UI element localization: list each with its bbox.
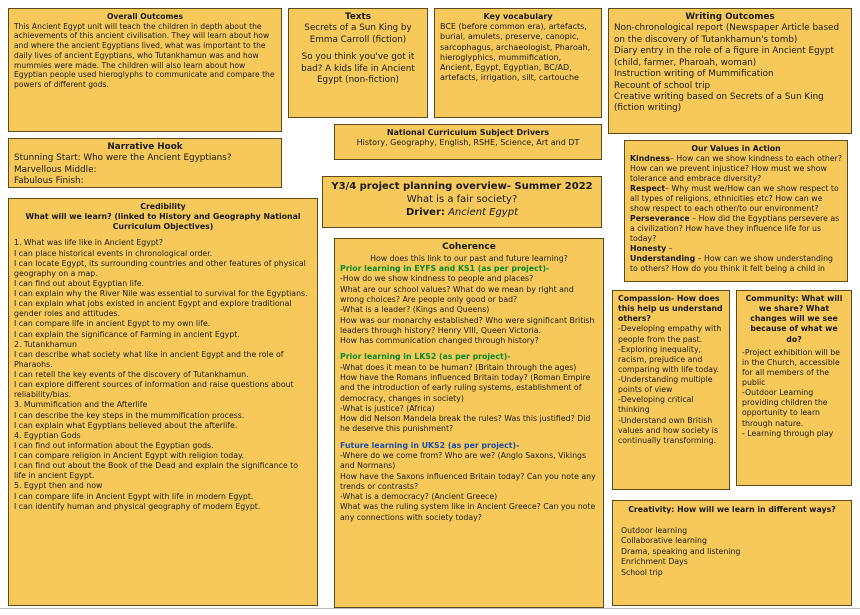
writing-item: Diary entry in the role of a figure in Ancient Egypt (child, farmer, Pharoah, woman) [614, 46, 834, 68]
driver-value: Ancient Egypt [448, 206, 518, 218]
credibility-heading: 3. Mummification and the Afterlife [14, 400, 148, 410]
creativity-item: Collaborative learning [621, 536, 707, 546]
credibility-heading: 2. Tutankhamun [14, 339, 77, 349]
overall-outcomes-text: This Ancient Egypt unit will teach the children in depth about the achievements of this ancient civilisation. They will learn about how and where the ancient Egyptians lived, what was important to the daily lives of ancient Egyptians, who Tutankhamun was and how mummies were made. The children will also learn about how Egyptian people used hieroglyphs to communicate and compare the powers of different gods. [14, 21, 275, 90]
community-item: - Learning through play [742, 428, 834, 438]
prior-learning-ks1-title: Prior learning in EYFS and KS1 (as per project)- [340, 264, 550, 274]
credibility-item: I can place historical events in chronological order. [14, 248, 213, 258]
overall-outcomes-title: Overall Outcomes [106, 12, 184, 21]
credibility-item: I can locate Egypt, its surrounding countries and other features of physical geography on a map. [14, 258, 306, 278]
coherence-subtitle: How does this link to our past and future learning? [370, 253, 568, 263]
overview-question: What is a fair society? [406, 193, 518, 205]
writing-outcomes-box [608, 8, 852, 134]
overview-box [322, 176, 602, 228]
coherence-item: How have the Saxons influenced Britain today? Can you note any trends or contrasts? [340, 471, 596, 491]
texts-box [288, 8, 428, 118]
credibility-item: I can find out about Egyptian life. [14, 278, 144, 288]
creativity-title: Creativity: How will we learn in different ways? [628, 505, 836, 514]
future-learning-title: Future learning in UKS2 (as per project)- [340, 440, 520, 450]
compassion-item: -Developing empathy with people from the past. [618, 324, 722, 344]
coherence-item: How have the Romans influenced Britain today? (Roman Empire and the introduction of early ruling systems, establishment of democracy, changes in society) [340, 372, 591, 403]
value-item: Understanding – How can we show understanding to others? How do you think it felt being a child in [630, 253, 833, 273]
community-box [736, 290, 852, 486]
key-vocabulary-title: Key vocabulary [483, 12, 553, 21]
coherence-item: -What is a leader? (Kings and Queens) [340, 305, 490, 315]
texts-book-2: So you think you've got it bad? A kids life in Ancient Egypt (non-fiction) [301, 52, 415, 86]
credibility-subtitle: What will we learn? (linked to History and Geography National Curriculum Objectives) [25, 212, 301, 232]
community-title: Community: What will we share? What changes will we see because of what we do? [745, 294, 843, 344]
credibility-item: I can describe what society what like in ancient Egypt and the role of Pharaohs. [14, 349, 284, 369]
credibility-item: I can explain the significance of Farming in ancient Egypt. [14, 329, 240, 339]
coherence-title: Coherence [442, 242, 496, 252]
writing-item: Recount of school trip [614, 80, 711, 91]
creativity-item: Enrichment Days [621, 557, 688, 567]
writing-item: Non-chronological report (Newspaper Article based on the discovery of Tutankhamun's tomb) [614, 23, 840, 45]
credibility-item: I can explain why the River Nile was essential to survival for the Egyptians. [14, 289, 308, 298]
texts-book-1: Secrets of a Sun King by Emma Carroll (fiction) [304, 23, 412, 45]
coherence-item: -Where do we come from? Who are we? (Anglo Saxons, Vikings and Normans) [340, 450, 587, 471]
credibility-item: I can compare life in ancient Egypt to my own life. [14, 319, 211, 329]
credibility-item: I can find out information about the Egyptian gods. [14, 440, 214, 450]
credibility-item: I can explore different sources of information and raise questions about reliability/bias. [14, 380, 294, 400]
curriculum-drivers-text: History, Geography, English, RSHE, Science, Art and DT [356, 138, 580, 148]
credibility-item: I can compare life in Ancient Egypt with life in modern Egypt. [14, 491, 254, 501]
compassion-title: Compassion- How does this help us understand others? [618, 294, 723, 324]
creativity-item: Outdoor learning [621, 525, 688, 535]
overview-driver [329, 207, 595, 220]
key-vocabulary-box [434, 8, 602, 118]
narrative-item: Marvellous Middle: [14, 164, 97, 175]
values-title: Our Values in Action [691, 144, 781, 153]
credibility-item: I can describe the key steps in the mummification process. [14, 410, 245, 420]
coherence-item: -How do we show kindness to people and places? [340, 274, 534, 284]
writing-item: Creative writing based on Secrets of a Sun King (fiction writing) [614, 91, 824, 114]
compassion-item: -Understand own British values and how society is continually transforming. [618, 415, 719, 445]
compassion-item: -Developing critical thinking [618, 395, 694, 415]
coherence-item: How has communication changed through history? [340, 336, 539, 346]
narrative-hook-title: Narrative Hook [107, 142, 183, 152]
writing-item: Instruction writing of Mummification [614, 69, 774, 80]
credibility-box [8, 198, 318, 606]
curriculum-drivers-box [334, 124, 602, 160]
credibility-heading: 4. Egyptian Gods [14, 430, 81, 440]
creativity-box [612, 500, 852, 606]
community-item: -Outdoor Learning providing children the opportunity to learn through nature. [742, 388, 828, 428]
community-item: -Project exhibition will be in the Church, accessible for all members of the public [742, 347, 840, 387]
compassion-box [612, 290, 730, 490]
credibility-heading: 5. Egypt then and now [14, 481, 103, 491]
credibility-heading: 1. What was life like in Ancient Egypt? [14, 238, 163, 248]
credibility-item: I can explain what jobs existed in ancient Egypt and explore traditional gender roles and attitudes. [14, 299, 292, 319]
coherence-box [334, 238, 604, 608]
compassion-item: -Exploring inequality, racism, prejudice and comparing with life today. [618, 344, 720, 374]
narrative-item: Stunning Start: Who were the Ancient Egyptians? [14, 153, 232, 164]
credibility-item: I can compare religion in Ancient Egypt with religion today. [14, 451, 245, 460]
credibility-item: I can identify human and physical geography of modern Egypt. [14, 501, 261, 511]
key-vocabulary-text: BCE (before common era), artefacts, burial, amulets, preserve, canopic, sarcophagus, archaeologist, Pharoah, hieroglyphics, mummification, Ancient, Egypt, Egyptian, BC/AD, artefacts, irrigation, silt, cartouche [440, 22, 591, 83]
overall-outcomes-box [8, 8, 282, 132]
credibility-title: Credibility [140, 202, 186, 211]
creativity-item: School trip [621, 567, 663, 577]
coherence-item: -What does it mean to be human? (Britain through the ages) [340, 362, 577, 372]
narrative-hook-box [8, 138, 282, 188]
coherence-item: -What is a democracy? (Ancient Greece) [340, 492, 498, 502]
value-item: Perseverance – How did the Egyptians persevere as a civilization? How have they influence life for us today? [630, 213, 840, 243]
values-box [624, 140, 848, 282]
coherence-item: How was our monarchy established? Who were significant British leaders through history? Henry VIII, Queen Victoria. [340, 315, 595, 335]
prior-learning-lks2-title: Prior learning in LKS2 (as per project)- [340, 352, 511, 362]
writing-outcomes-title: Writing Outcomes [685, 12, 775, 22]
overview-title: Y3/4 project planning overview- Summer 2022 [331, 181, 593, 192]
value-item: Honesty – [630, 243, 673, 253]
coherence-item: How did Nelson Mandela break the rules? Was this justified? Did he deserve this punishment? [340, 414, 591, 434]
coherence-item: What was the ruling system like in Ancient Greece? Can you note any connections with society today? [340, 502, 596, 522]
credibility-item: I can explain what Egyptians believed about the afterlife. [14, 420, 238, 430]
driver-label: Driver: [406, 206, 445, 218]
narrative-item: Fabulous Finish: [14, 176, 84, 187]
compassion-item: -Understanding multiple points of view [618, 375, 713, 395]
creativity-item: Drama, speaking and listening [621, 546, 741, 556]
coherence-item: What are our school values? What do we mean by right and wrong choices? Are people only good or bad? [340, 284, 574, 304]
texts-title: Texts [345, 12, 371, 22]
value-item: Kindness– How can we show kindness to each other? How can we prevent injustice? How must we show tolerance and embrace diversity? [630, 153, 843, 183]
curriculum-drivers-title: National Curriculum Subject Drivers [386, 128, 550, 137]
coherence-item: -What is justice? (Africa) [340, 403, 435, 413]
credibility-item: I can retell the key events of the discovery of Tutankhamun. [14, 370, 249, 379]
credibility-item: I can find out about the Book of the Dead and explain the significance to life in ancient Egypt. [14, 461, 298, 481]
value-item: Respect– Why must we/How can we show respect to all types of religions, ethnicities etc? How can we show respect to each other/to our environment? [630, 183, 839, 213]
